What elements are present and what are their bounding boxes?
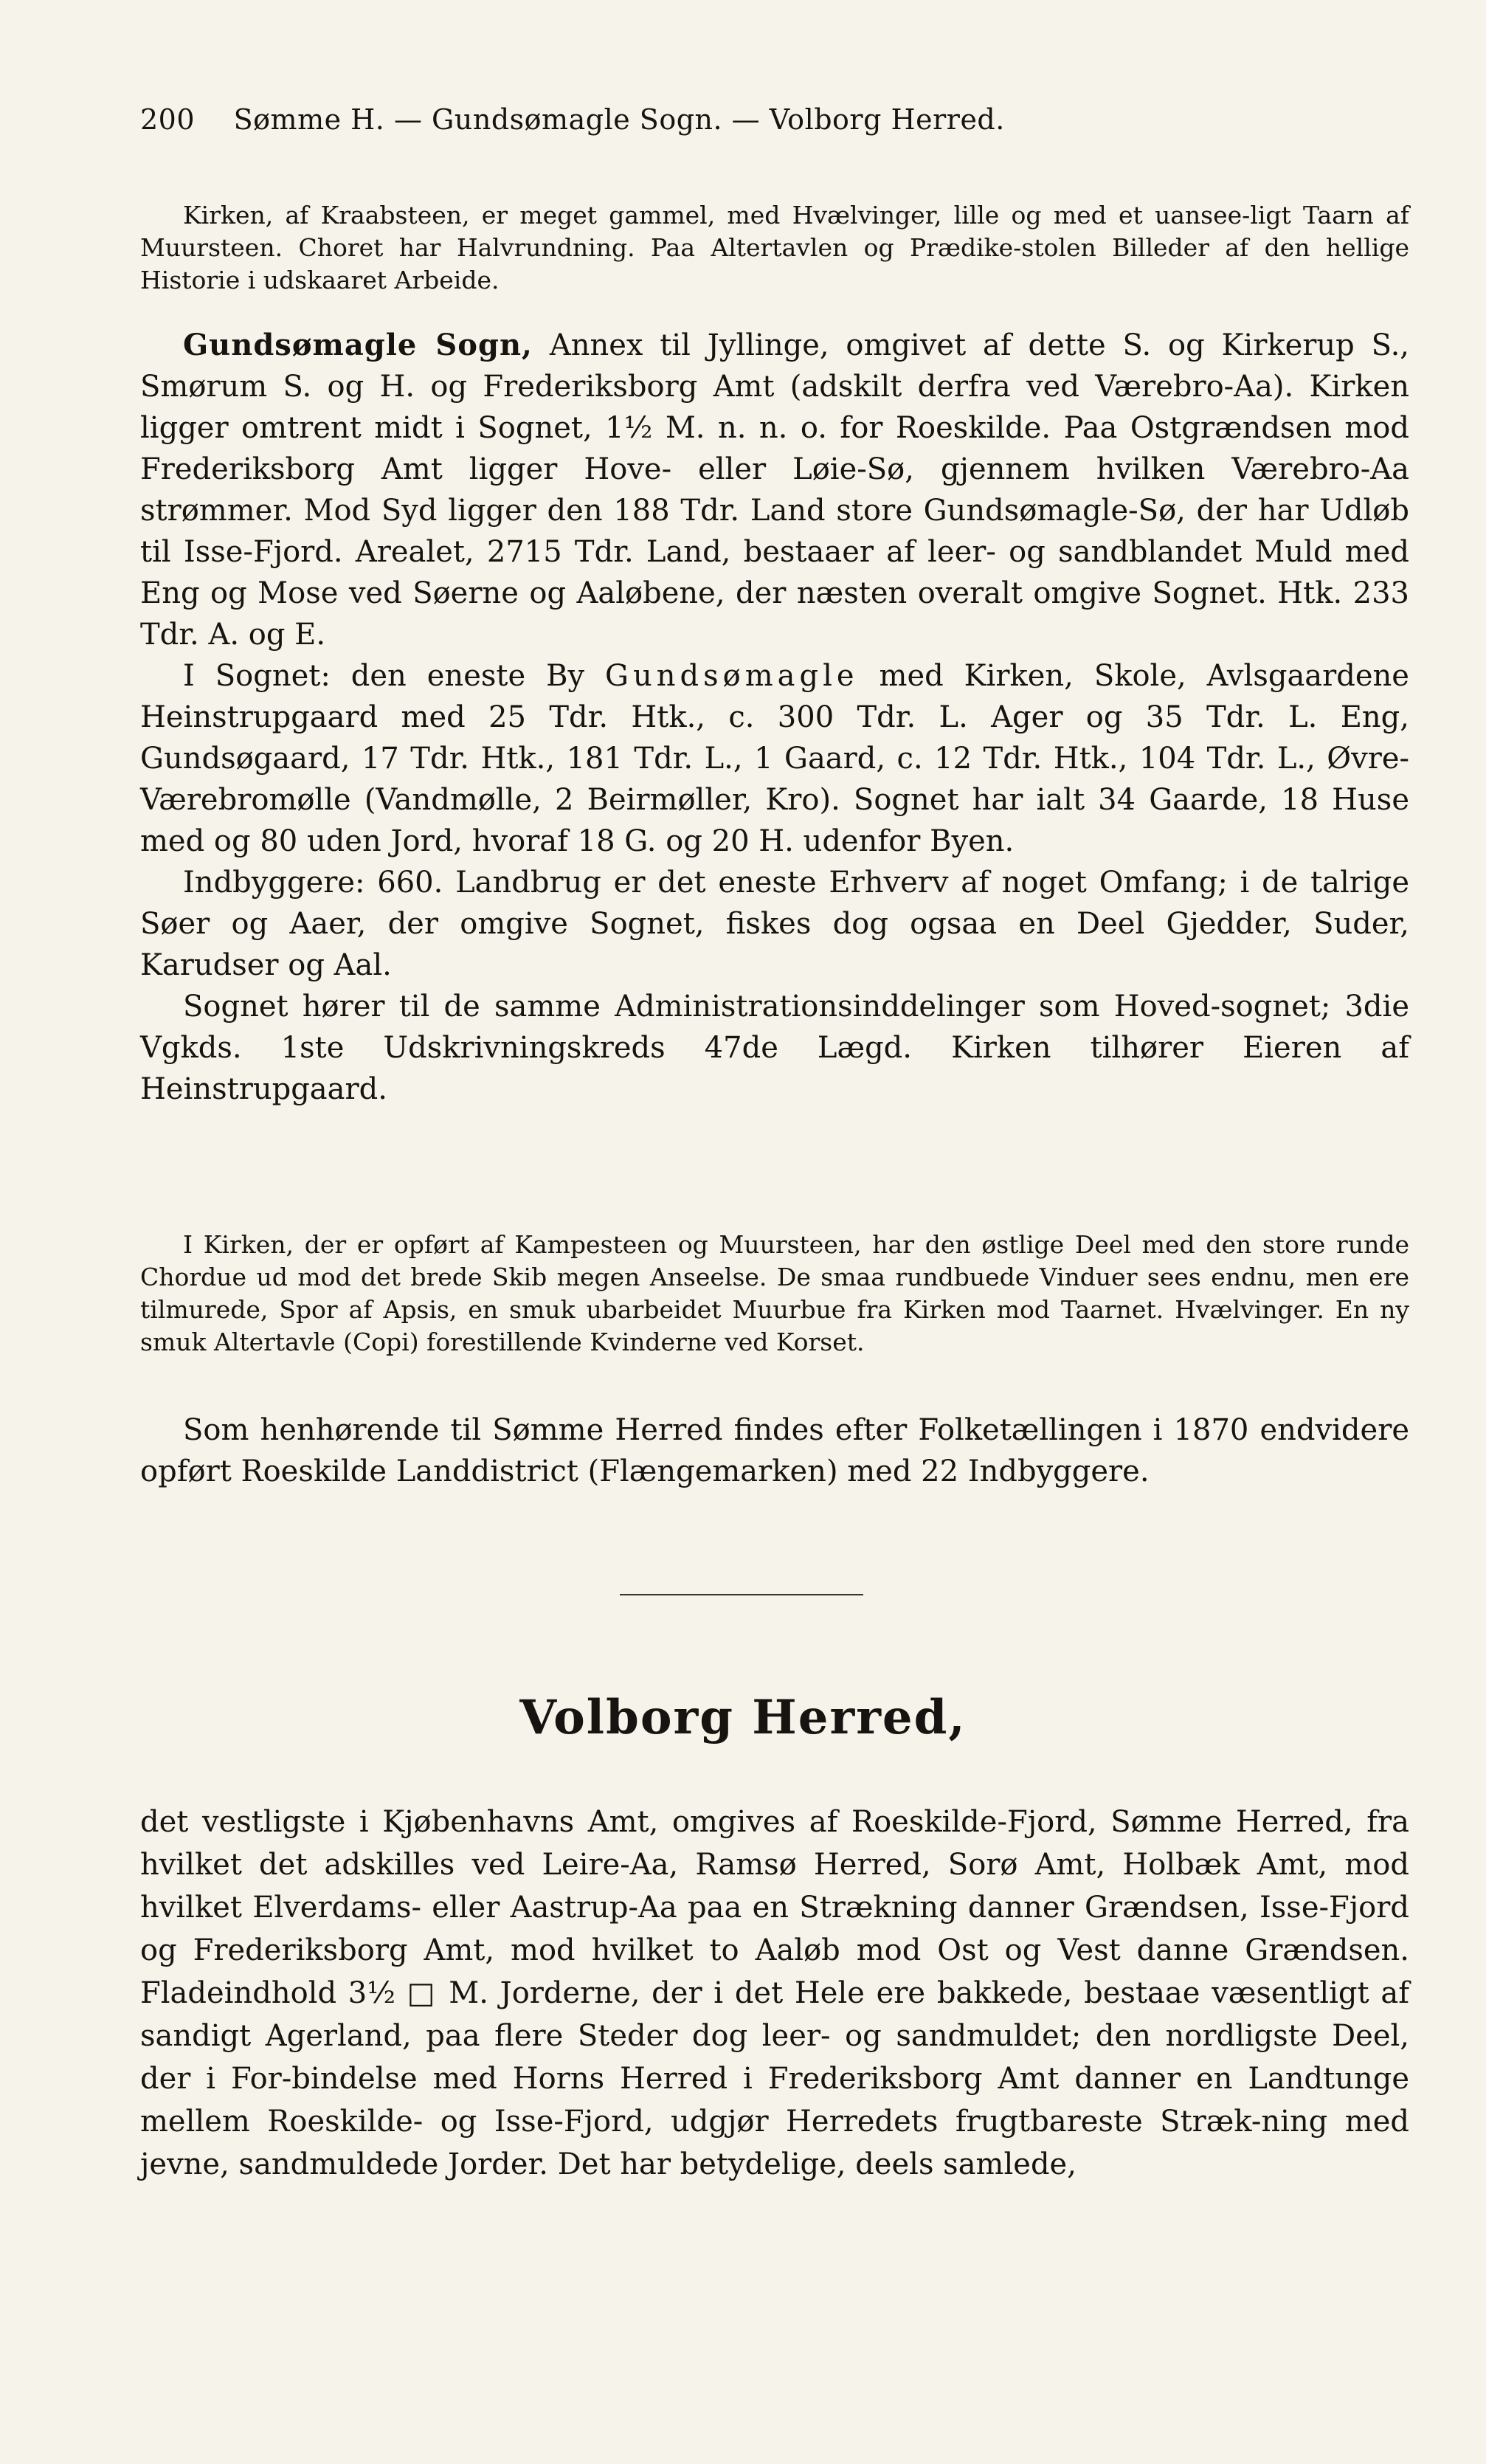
volborg-paragraph: det vestligste i Kjøbenhavns Amt, omgives af Roeskilde-Fjord, Sømme Herred, fra hvilket det adskilles ved Leire-Aa, Ramsø Herred, Sorø Amt, Holbæk Amt, mod hvilket Elverdams- eller Aastrup-Aa paa en Strækning danner Grændsen, Isse-Fjord og Frederiksborg Amt, mod hvilket to Aaløb mod Ost og Vest danne Grændsen. Fladeindhold 3½ □ M. Jorderne, der i det Hele ere bakkede, bestaae væsentligt af sandigt Agerland, paa flere Steder dog leer- og sandmuldet; den nordligste Deel, der i For-bindelse med Horns Herred i Frederiksborg Amt danner en Landtunge mellem Roeskilde- og Isse-Fjord, udgjør Herredets frugtbareste Stræk-ning med jevne, sandmuldede Jorder. Det har betydelige, deels samlede, xyxy=(140,1805,1409,2181)
census-paragraph: Som henhørende til Sømme Herred findes efter Folketællingen i 1870 endvidere opført Roeskilde Landdistrict (Flængemarken) med 22 Indbyggere. xyxy=(140,1413,1409,1488)
gundsomagle-heading: Gundsømagle Sogn, xyxy=(183,328,533,362)
running-header xyxy=(140,103,1350,136)
settlements-details: med Kirken, Skole, Avlsgaardene Heinstrupgaard med 25 Tdr. Htk., c. 300 Tdr. L. Ager og 35 Tdr. L. Eng, Gundsøgaard, 17 Tdr. Htk., 181 Tdr. L., 1 Gaard, c. 12 Tdr. Htk., 104 Tdr. L., Øvre-Værebromølle (Vandmølle, 2 Beirmøller, Kro). Sognet har ialt 34 Gaarde, 18 Huse med og 80 uden Jord, hvoraf 18 G. og 20 H. udenfor Byen. xyxy=(140,659,1409,858)
gundsomagle-intro-paragraph xyxy=(140,325,1409,655)
gundsomagle-settlements-paragraph xyxy=(140,655,1409,862)
settlements-lead: I Sognet: den eneste By xyxy=(183,659,585,693)
gundsomagle-description: Annex til Jyllinge, omgivet af dette S. og Kirkerup S., Smørum S. og H. og Frederiksborg Amt (adskilt derfra ved Værebro-Aa). Kirken ligger omtrent midt i Sognet, 1½ M. n. n. o. for Roeskilde. Paa Ostgrændsen mod Frederiksborg Amt ligger Hove- eller Løie-Sø, gjennem hvilken Værebro-Aa strømmer. Mod Syd ligger den 188 Tdr. Land store Gundsømagle-Sø, der har Udløb til Isse-Fjord. Arealet, 2715 Tdr. Land, bestaaer af leer- og sandblandet Muld med Eng og Mose ved Søerne og Aaløbene, der næsten overalt omgive Sognet. Htk. 233 Tdr. A. og E. xyxy=(140,328,1409,652)
inhabitants-paragraph: Indbyggere: 660. Landbrug er det eneste Erhverv af noget Omfang; i de talrige Søer og Aaer, der omgive Sognet, fiskes dog ogsaa en Deel Gjedder, Suder, Karudser og Aal. xyxy=(140,866,1409,982)
page-number: 200 xyxy=(140,103,196,136)
administration-paragraph: Sognet hører til de samme Administrationsinddelinger som Hoved-sognet; 3die Vgkds. 1ste Udskrivningskreds 47de Lægd. Kirken tilhører Eieren af Heinstrupgaard. xyxy=(140,990,1409,1106)
running-head-title: Sømme H. — Gundsømagle Sogn. — Volborg Herred. xyxy=(233,103,1005,136)
church-note-previous: Kirken, af Kraabsteen, er meget gammel, med Hvælvinger, lille og med et uansee-ligt Taarn af Muursteen. Choret har Halvrundning. Paa Altertavlen og Prædike-stolen Billeder af den hellige Historie i udskaaret Arbeide. xyxy=(140,201,1409,294)
gundsomagle-section xyxy=(140,325,1409,1110)
church-note-gundsomagle: I Kirken, der er opført af Kampesteen og Muursteen, har den østlige Deel med den store runde Chordue ud mod det brede Skib megen Anseelse. De smaa rundbuede Vinduer sees endnu, men ere tilmurede, Spor af Apsis, en smuk ubarbeidet Muurbue fra Kirken mod Taarnet. Hvælvinger. En ny smuk Altertavle (Copi) forestillende Kvinderne ved Korset. xyxy=(140,1230,1409,1356)
village-name: Gundsømagle xyxy=(605,659,859,693)
section-divider xyxy=(620,1594,863,1595)
volborg-herred-title: Volborg Herred, xyxy=(519,1690,967,1745)
